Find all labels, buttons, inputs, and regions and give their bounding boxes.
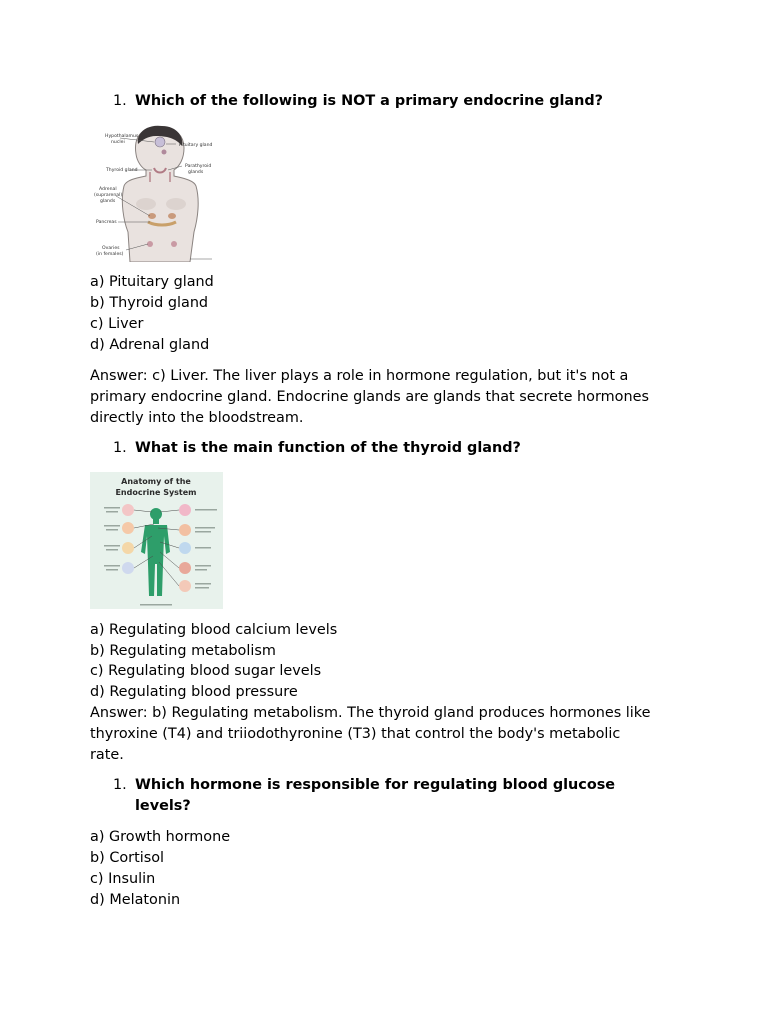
label-hypothalamus: Hypothalamus: [105, 134, 139, 139]
label-parathyroid-glands: glands: [188, 170, 204, 175]
question-3-number: 1.: [113, 777, 127, 793]
figure2-title-line-2: Endocrine System: [115, 488, 197, 497]
q3-option-d: d) Melatonin: [90, 892, 181, 908]
q3-option-c: c) Insulin: [90, 871, 156, 887]
label-pancreas: Pancreas: [96, 220, 117, 225]
q2-answer-line-1: Answer: b) Regulating metabolism. The thyroid gland produces hormones like: [90, 705, 651, 721]
q1-answer-line-1: Answer: c) Liver. The liver plays a role in hormone regulation, but it's not a: [90, 368, 629, 384]
question-2-heading: [113, 438, 653, 459]
q3-option-b: b) Cortisol: [90, 850, 165, 866]
question-1-text: Which of the following is NOT a primary endocrine gland?: [135, 93, 604, 109]
question-2-number: 1.: [113, 440, 127, 456]
question-3-text-line-1: Which hormone is responsible for regulating blood glucose: [135, 777, 616, 793]
q2-answer-line-2: thyroxine (T4) and triiodothyronine (T3) that control the body's metabolic: [90, 726, 621, 742]
label-suprarenal: (suprarenal): [94, 193, 123, 198]
q1-option-a: a) Pituitary gland: [90, 274, 214, 290]
question-1-heading: [113, 91, 653, 112]
label-in-females: (in females): [96, 252, 124, 257]
q2-answer-line-3: rate.: [90, 747, 124, 763]
q1-option-d: d) Adrenal gland: [90, 337, 210, 353]
q2-option-c: c) Regulating blood sugar levels: [90, 663, 322, 679]
question-3-text-line-2: levels?: [135, 798, 191, 814]
label-adrenal: Adrenal: [99, 187, 117, 192]
question-1-number: 1.: [113, 93, 127, 109]
figure2-title-line-1: Anatomy of the: [121, 477, 191, 486]
label-pituitary-gland: Pituitary gland: [179, 143, 213, 148]
q3-option-a: a) Growth hormone: [90, 829, 231, 845]
question-3-heading: [113, 775, 653, 817]
label-ovaries: Ovaries: [102, 246, 120, 251]
endocrine-glands-figure: [90, 122, 218, 262]
anatomy-endocrine-system-figure: [90, 472, 223, 609]
q1-option-c: c) Liver: [90, 316, 144, 332]
label-parathyroid: Parathyroid: [185, 164, 212, 169]
question-2-text: What is the main function of the thyroid gland?: [135, 440, 521, 456]
label-nuclei: nuclei: [111, 140, 125, 145]
label-thyroid-gland: Thyroid gland: [106, 168, 138, 173]
label-glands: glands: [100, 199, 116, 204]
q1-option-b: b) Thyroid gland: [90, 295, 209, 311]
q2-option-b: b) Regulating metabolism: [90, 643, 276, 659]
q2-option-a: a) Regulating blood calcium levels: [90, 622, 338, 638]
q1-answer-line-2: primary endocrine gland. Endocrine glands are glands that secrete hormones: [90, 389, 649, 405]
q2-option-d: d) Regulating blood pressure: [90, 684, 298, 700]
q1-answer-line-3: directly into the bloodstream.: [90, 410, 304, 426]
